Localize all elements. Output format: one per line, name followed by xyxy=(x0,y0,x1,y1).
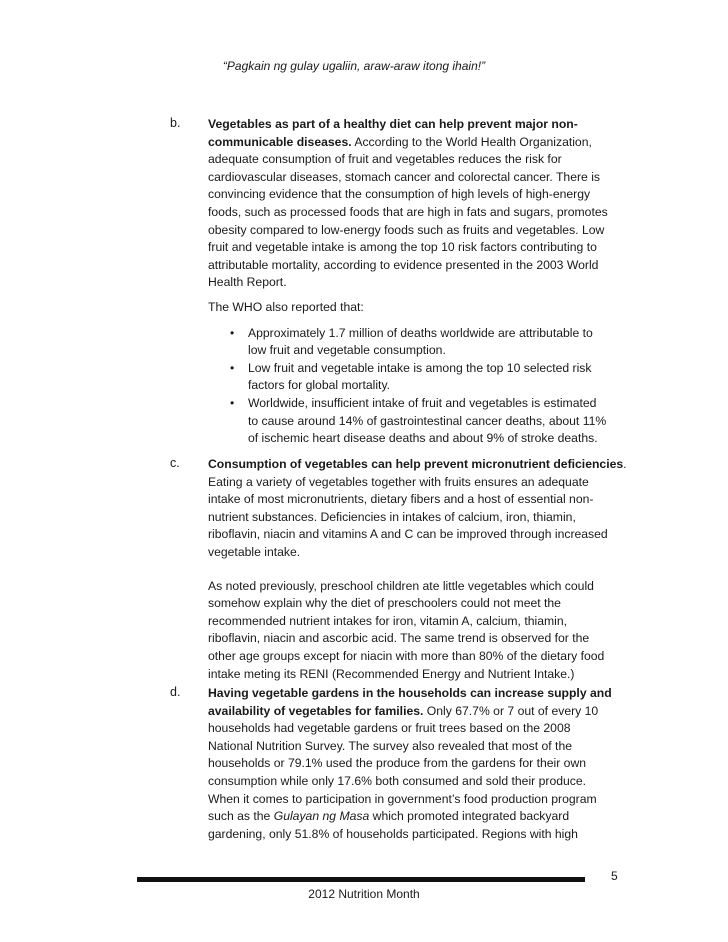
section-b-body xyxy=(208,116,628,448)
section-d-text-line: Only 67.7% or 7 out of every 10 xyxy=(423,703,599,718)
section-b-paragraph xyxy=(208,116,628,292)
who-intro: The WHO also reported that: xyxy=(208,299,364,314)
section-c-text-line: riboflavin, niacin and vitamins A and C can be improved through increased xyxy=(208,527,608,542)
bullet-icon: • xyxy=(230,395,235,410)
who-bullet-list xyxy=(208,325,628,448)
section-b-text-line: foods, such as processed foods that are high in fats and sugars, promotes xyxy=(208,204,608,219)
section-letter-d: d. xyxy=(170,685,181,699)
program-name: Gulayan ng Masa xyxy=(273,809,370,824)
section-d-paragraph: Having vegetable gardens in the households can increase supply and availability of vegetables for families. Only 67.7% or 7 out of every 10 households had vegetable gardens or fruit trees based on the 2008 National Nutrition Survey. The survey also revealed that most of the households or 79.1% used the produce from the gardens for their own consumption while only 17.6% both consumed and sold their produce. When it comes to participation in government’s food production program such as the Gulayan ng Masa which promoted integrated backyard gardening, only 51.8% of households participated. Regions with high xyxy=(208,686,612,841)
bullet-icon: • xyxy=(230,360,235,375)
section-c-paragraph: Consumption of vegetables can help prevent micronutrient deficiencies. Eating a variety of vegetables together with fruits ensures an adequate intake of most micronutrients, dietary fibers and a host of essential non- nutrient substances. Deficiencies in intakes of calcium, iron, thiamin, riboflavin, niacin and vitamins A and C can be improved through increased vegetable intake. xyxy=(208,457,627,559)
section-c-text-line: recommended nutrient intakes for iron, vitamin A, calcium, thiamin, xyxy=(208,613,568,628)
section-b-heading-line2: communicable diseases. xyxy=(208,134,352,149)
section-b-text-line: fruit and vegetable intake is among the top 10 risk factors contributing to xyxy=(208,240,597,255)
page-number: 5 xyxy=(611,869,618,883)
section-c-text-line: Eating a variety of vegetables together with fruits ensures an adequate xyxy=(208,474,589,489)
section-d-heading-line2: availability of vegetables for families. xyxy=(208,703,424,718)
section-d-text-line: consumption while only 17.6% both consumed and sold their produce. xyxy=(208,773,587,788)
section-d-text-line: When it comes to participation in government’s food production program xyxy=(208,791,597,806)
section-d-text-line: gardening, only 51.8% of households participated. Regions with high xyxy=(208,826,578,841)
list-item: • Low fruit and vegetable intake is among the top 10 selected risk factors for global mortality. xyxy=(230,360,592,393)
section-c-text-line: intake meting its RENI (Recommended Energy and Nutrient Intake.) xyxy=(208,666,575,681)
section-d-text-line: households had vegetable gardens or fruit trees based on the 2008 xyxy=(208,721,571,736)
list-item: • Approximately 1.7 million of deaths worldwide are attributable to low fruit and vegetable consumption. xyxy=(230,325,593,358)
section-c-paragraph-2 xyxy=(208,578,628,684)
section-d-text-line: households or 79.1% used the produce from the gardens for their own xyxy=(208,756,587,771)
section-b-text-line: convincing evidence that the consumption of high levels of high-energy xyxy=(208,187,591,202)
section-b-heading-line1: Vegetables as part of a healthy diet can help prevent major non- xyxy=(208,117,578,131)
section-c-body xyxy=(208,456,628,683)
footer-divider xyxy=(137,877,585,882)
section-b-text-line: attributable mortality, according to evidence presented in the 2003 World xyxy=(208,257,599,272)
list-item: • Worldwide, insufficient intake of fruit and vegetables is estimated to cause around 14% of gastrointestinal cancer deaths, about 11% of ischemic heart disease deaths and about 9% of stroke deaths. xyxy=(230,395,607,446)
section-d-heading-line1: Having vegetable gardens in the households can increase supply and xyxy=(208,686,612,700)
section-c-text-line: riboflavin, niacin and ascorbic acid. The same trend is observed for the xyxy=(208,631,590,646)
section-b-text-line: According to the World Health Organization, xyxy=(351,134,592,149)
page-header-slogan xyxy=(0,59,728,73)
section-c-heading: Consumption of vegetables can help prevent micronutrient deficiencies xyxy=(208,457,624,471)
section-c-text-line: nutrient substances. Deficiencies in intakes of calcium, iron, thiamin, xyxy=(208,509,576,524)
section-b-text-line: Health Report. xyxy=(208,275,287,290)
section-c-text-line: vegetable intake. xyxy=(208,544,301,559)
footer-title: 2012 Nutrition Month xyxy=(308,887,420,901)
section-b-text-line: cardiovascular diseases, stomach cancer and colorectal cancer. There is xyxy=(208,169,600,184)
section-d-body xyxy=(208,685,628,843)
section-c-text-line: intake of most micronutrients, dietary fibers and a host of essential non- xyxy=(208,492,594,507)
section-b-text-line: adequate consumption of fruit and vegetables reduces the risk for xyxy=(208,152,562,167)
section-letter-b: b. xyxy=(170,116,181,130)
slogan-text: “Pagkain ng gulay ugaliin, araw-araw itong ihain!” xyxy=(222,59,486,73)
section-c-text-line: other age groups except for niacin with more than 80% of the dietary food xyxy=(208,648,605,663)
section-c-text-line: somehow explain why the diet of preschoolers could not meet the xyxy=(208,596,561,611)
bullet-icon: • xyxy=(230,325,235,340)
section-b-text-line: obesity compared to low-energy foods such as fruits and vegetables. Low xyxy=(208,222,605,237)
section-letter-c: c. xyxy=(170,456,180,470)
section-c-text-line: As noted previously, preschool children ate little vegetables which could xyxy=(208,578,594,593)
section-d-text-line: National Nutrition Survey. The survey also revealed that most of the xyxy=(208,738,572,753)
